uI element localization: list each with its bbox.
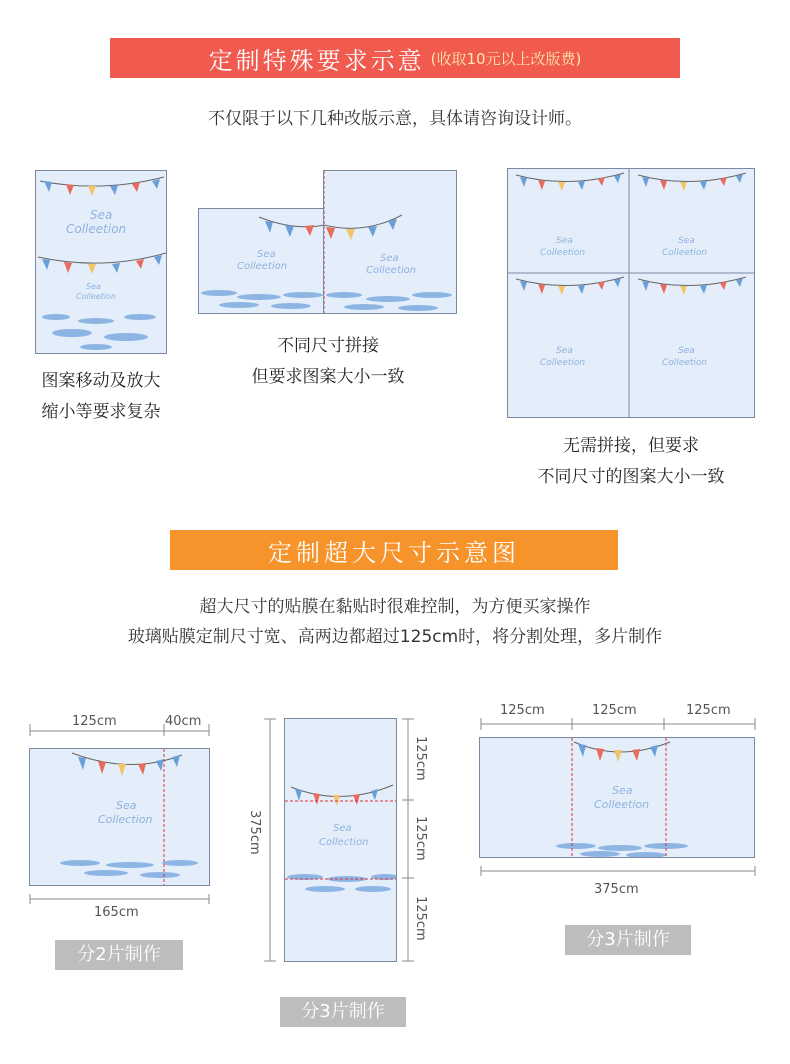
example-a-panel [29, 748, 210, 886]
section1-intro: 不仅限于以下几种改版示意，具体请咨询设计师。 [208, 109, 582, 129]
example2-panel-left [198, 208, 324, 314]
svg-text:Sea: Sea [86, 282, 101, 291]
svg-text:Collection: Collection [98, 813, 153, 826]
svg-text:Sea: Sea [116, 799, 137, 812]
example1-caption: 图案移动及放大 缩小等要求复杂 [41, 371, 161, 422]
example2-panel-right [323, 170, 457, 314]
example-b-left-dimension [262, 718, 282, 962]
svg-text:Sea: Sea [678, 346, 695, 356]
section2-intro-line2: 玻璃贴膜定制尺寸宽、高两边都超过125cm时，将分割处理，多片制作 [127, 627, 663, 647]
section2-title: 定制超大尺寸示意图 [268, 538, 520, 567]
svg-text:Colleetion: Colleetion [540, 358, 586, 368]
svg-text:Colleetion: Colleetion [66, 222, 127, 236]
example-a-dim-125: 125cm [72, 714, 117, 729]
section2-banner [170, 530, 618, 570]
section1-banner [110, 38, 680, 78]
svg-text:Sea: Sea [333, 823, 352, 834]
example-a-dim-165: 165cm [94, 905, 139, 920]
svg-text:Sea: Sea [556, 236, 573, 246]
example-c-dim-125-b: 125cm [592, 703, 637, 718]
example1-art [36, 171, 167, 354]
example-b-dim-125-bottom: 125cm [413, 896, 428, 941]
section1-title-note: (收取10元以上改版费) [430, 49, 582, 68]
svg-text:Colleetion: Colleetion [237, 261, 288, 272]
svg-text:Colleetion: Colleetion [540, 248, 586, 258]
example-a-dim-40: 40cm [165, 714, 202, 729]
svg-text:Sea: Sea [380, 253, 399, 264]
example-c-dim-375: 375cm [594, 882, 639, 897]
svg-text:Colleetion: Colleetion [76, 292, 117, 301]
example-b-panel [284, 718, 397, 962]
example-b-dim-375: 375cm [247, 810, 262, 855]
example3-caption: 无需拼接，但要求 不同尺寸的图案大小一致 [537, 436, 725, 487]
svg-text:Sea: Sea [678, 236, 695, 246]
svg-text:Colleetion: Colleetion [594, 798, 650, 811]
svg-text:Sea: Sea [556, 346, 573, 356]
example-c-dim-125-c: 125cm [686, 703, 731, 718]
example-c-dim-125-a: 125cm [500, 703, 545, 718]
section1-title: 定制特殊要求示意 [208, 46, 425, 75]
example1-panel [35, 170, 167, 354]
example-a-tag: 分2片制作 [55, 940, 183, 970]
example3-grid [507, 168, 755, 418]
svg-text:Colleetion: Colleetion [366, 265, 417, 276]
example-c-tag: 分3片制作 [565, 925, 691, 955]
example-b-dim-125-top: 125cm [413, 736, 428, 781]
svg-text:Colleetion: Colleetion [662, 248, 708, 258]
section2-intro-line1: 超大尺寸的贴膜在黏贴时很难控制，为方便买家操作 [199, 597, 591, 617]
example-b-dim-125-mid: 125cm [413, 816, 428, 861]
example-c-panel [479, 737, 755, 858]
svg-text:Sea: Sea [90, 208, 113, 222]
svg-text:Collection: Collection [319, 837, 369, 848]
svg-text:Colleetion: Colleetion [662, 358, 708, 368]
svg-text:Sea: Sea [612, 784, 633, 797]
example2-caption: 不同尺寸拼接 但要求图案大小一致 [251, 336, 405, 387]
example-b-tag: 分3片制作 [280, 997, 406, 1027]
svg-text:Sea: Sea [257, 249, 276, 260]
